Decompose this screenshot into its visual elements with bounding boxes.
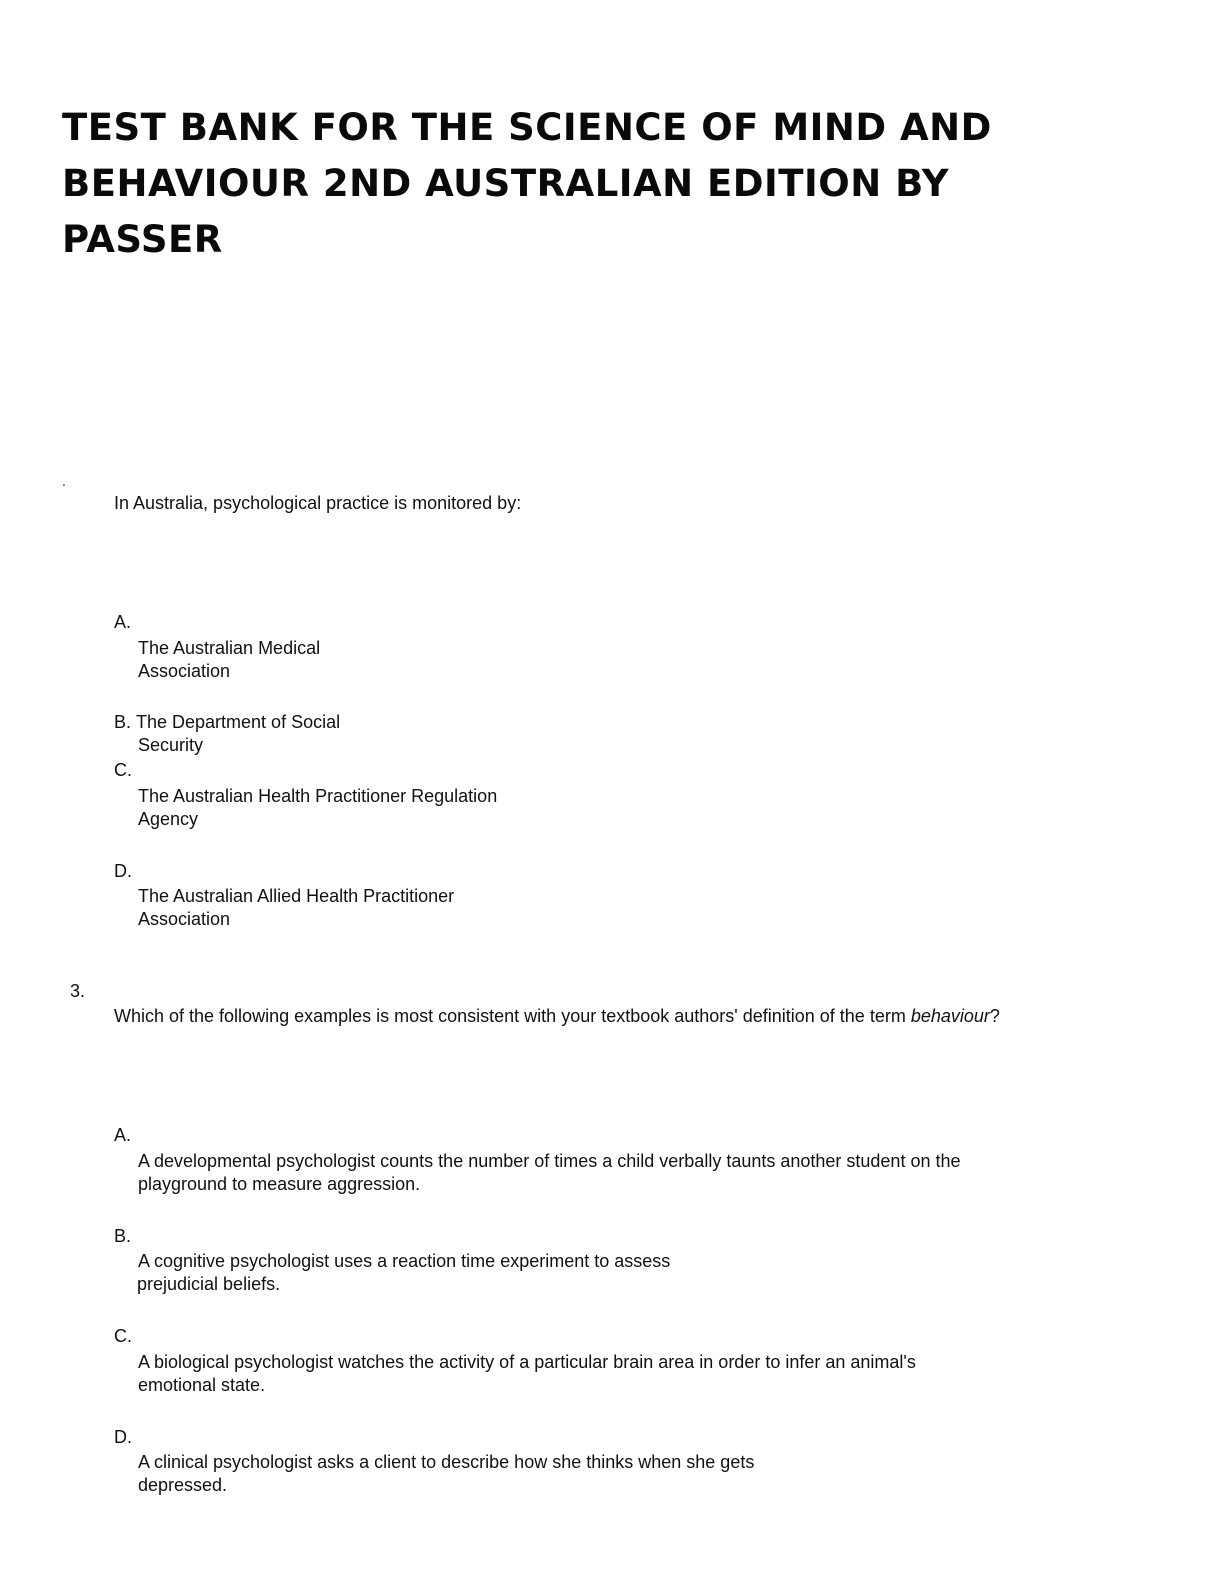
question-3-option-a-letter: A. [114, 1125, 132, 1145]
question-3-stem-suffix: ? [989, 1006, 1000, 1026]
question-3-option-c-letter: C. [114, 1326, 132, 1346]
question-3-stem-prefix: Which of the following examples is most consistent with your textbook authors' definition of the term [114, 1006, 911, 1026]
question-1-number: . [62, 473, 66, 489]
option-text-line: depressed. [138, 1475, 228, 1495]
option-text-line: Agency [138, 809, 199, 829]
option-text-line: Association [138, 909, 231, 929]
option-text-line: A developmental psychologist counts the number of times a child verbally taunts another student on the [138, 1151, 961, 1171]
option-text-line: playground to measure aggression. [138, 1174, 421, 1194]
option-text-line: A cognitive psychologist uses a reaction time experiment to assess [138, 1251, 671, 1271]
option-text-line: A clinical psychologist asks a client to describe how she thinks when she gets [138, 1452, 755, 1472]
option-text-line: Association [138, 661, 231, 681]
option-text-line: The Department of Social [136, 712, 341, 732]
option-text-line: The Australian Medical [138, 638, 321, 658]
question-3-option-a-text [138, 1150, 961, 1196]
question-3-option-d-text [138, 1451, 754, 1497]
question-3-option-d-letter: D. [114, 1427, 132, 1447]
question-3-option-b-text [138, 1250, 670, 1296]
option-text-line: Security [138, 735, 204, 755]
question-1-option-d-text [138, 885, 454, 931]
question-3-number: 3. [70, 981, 86, 1001]
option-text-line: The Australian Allied Health Practitioner [138, 886, 455, 906]
question-3-option-c-text [138, 1351, 916, 1397]
question-3-option-b-letter: B. [114, 1226, 132, 1246]
question-1-stem: In Australia, psychological practice is monitored by: [114, 493, 522, 513]
option-text-line: prejudicial beliefs. [137, 1274, 281, 1294]
option-text-line: A biological psychologist watches the activity of a particular brain area in order to infer an animal's [138, 1352, 916, 1372]
question-1-option-d-letter: D. [114, 861, 132, 881]
question-1-option-a-letter: A. [114, 612, 132, 632]
question-1-option-b-letter: B. [114, 712, 132, 732]
document-title: TEST BANK FOR THE SCIENCE OF MIND AND BEHAVIOUR 2ND AUSTRALIAN EDITION BY PASSER [62, 106, 992, 261]
question-1-option-c-letter: C. [114, 760, 132, 780]
question-1-option-a-text [138, 637, 320, 683]
option-text-line: The Australian Health Practitioner Regulation [138, 786, 498, 806]
option-text-line: emotional state. [138, 1375, 266, 1395]
question-1-option-c-text [138, 785, 497, 831]
question-3-stem [114, 1005, 1000, 1028]
question-3-stem-emphasis: behaviour [910, 1006, 990, 1026]
question-1-option-b-text [136, 711, 340, 757]
